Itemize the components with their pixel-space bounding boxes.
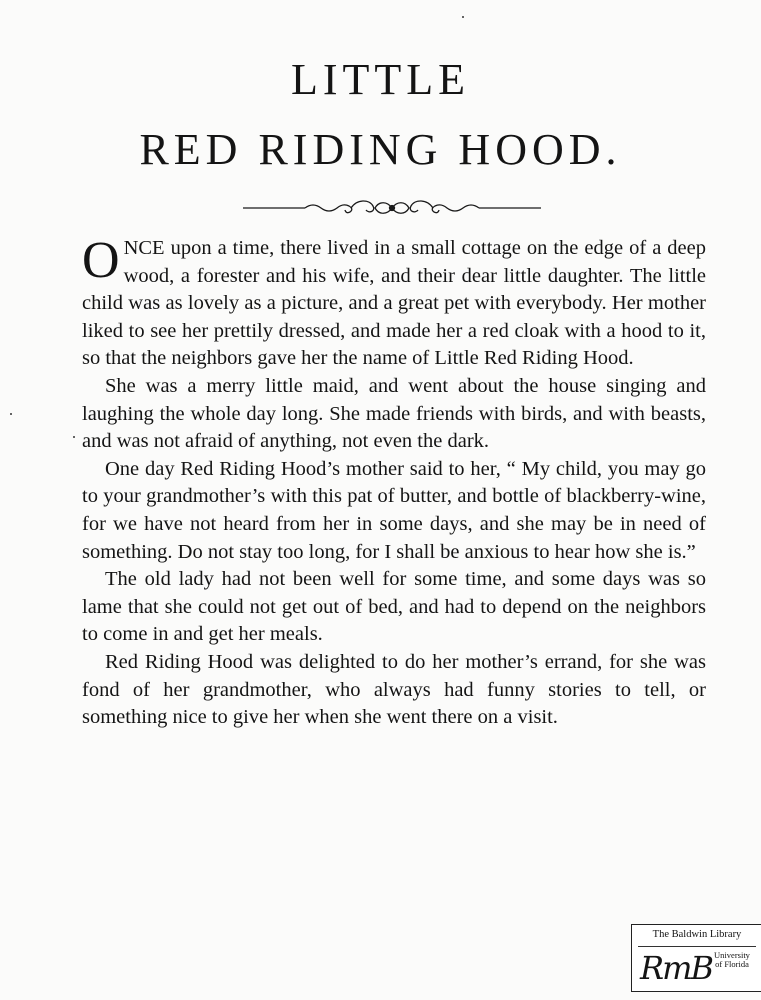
paragraph-1-text: NCE upon a time, there lived in a small cottage on the edge of a deep wood, a forester and his wife, and their dear little daughter. The little child was as lovely as a picture, and a great pet with everybody. Her mother liked to see her prettily dressed, and made her a red cloak with a hood to it, so that the neighbors gave her the name of Little Red Riding Hood.	[82, 237, 706, 370]
title-line-2: RED RIDING HOOD.	[139, 125, 622, 174]
paragraph-5: Red Riding Hood was delighted to do her mother’s errand, for she was fond of her grandmother, who always had funny stories to tell, or something nice to give her when she went there on a visit.	[82, 650, 706, 729]
stamp-title: The Baldwin Library	[652, 929, 742, 940]
stamp-university: University of Florida	[714, 950, 750, 969]
story-text	[82, 232, 706, 732]
dust-speck	[462, 16, 464, 18]
paragraph-1	[82, 232, 706, 373]
paragraph-2: She was a merry little maid, and went about the house singing and laughing the whole day long. She made friends with birds, and with beasts, and was not afraid of anything, not even the dark.	[82, 374, 706, 453]
library-stamp	[631, 924, 761, 992]
stamp-divider	[638, 946, 756, 947]
paragraph-4: The old lady had not been well for some time, and some days was so lame that she could not get out of bed, and had to depend on the neighbors to come in and get her meals.	[82, 568, 706, 646]
title-line-1: LITTLE	[290, 55, 471, 104]
paragraph-3: One day Red Riding Hood’s mother said to her, “ My child, you may go to your grandmother’s with this pat of butter, and bottle of blackberry-wine, for we have not heard from her in some days, and she may be in need of something. Do not stay too long, for I shall be anxious to hear how she is.”	[82, 457, 706, 563]
scroll-flourish-icon	[243, 197, 541, 219]
dust-speck	[73, 436, 75, 438]
dust-speck	[10, 413, 12, 415]
drop-cap: O	[82, 232, 120, 289]
stamp-monogram: RmB	[640, 949, 712, 987]
